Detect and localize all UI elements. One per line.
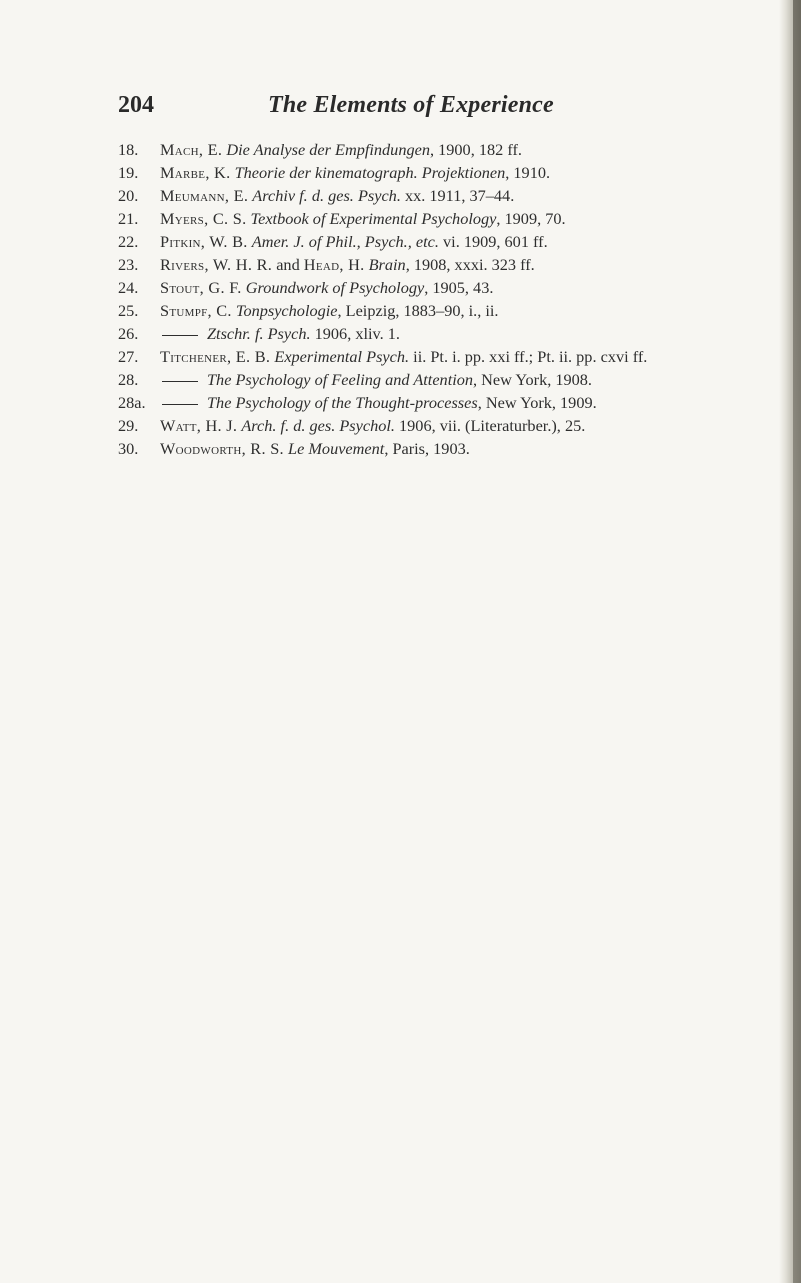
reference-text	[160, 299, 498, 322]
reference-title: Archiv f. d. ges. Psych.	[252, 186, 401, 205]
reference-text	[160, 230, 548, 253]
reference-details: , New York, 1908.	[473, 370, 592, 389]
reference-details: , 1908, xxxi. 323 ff.	[405, 255, 535, 274]
reference-details: 1906, vii. (Literaturber.), 25.	[394, 416, 586, 435]
reference-details: ii. Pt. i. pp. xxi ff.; Pt. ii. pp. cxvi ff.	[409, 347, 648, 366]
reference-item	[118, 184, 778, 207]
reference-number: 21.	[118, 209, 139, 228]
ditto-dash	[162, 381, 198, 382]
reference-author-2: Head, H.	[303, 255, 365, 274]
reference-item	[118, 207, 778, 230]
reference-number: 24.	[118, 278, 139, 297]
running-header	[118, 92, 708, 126]
reference-title: The Psychology of Feeling and Attention	[207, 370, 474, 389]
reference-details: , Leipzig, 1883–90, i., ii.	[337, 301, 499, 320]
ditto-dash	[162, 404, 198, 405]
ditto-dash	[162, 335, 198, 336]
reference-connector: and	[272, 255, 304, 274]
reference-number: 25.	[118, 301, 139, 320]
reference-text	[160, 414, 585, 437]
reference-title: Die Analyse der Empfindungen	[226, 140, 430, 159]
reference-number: 29.	[118, 416, 139, 435]
reference-author: Mach, E.	[160, 140, 223, 159]
reference-title: Theorie der kinematograph. Projektionen	[234, 163, 506, 182]
reference-details: , 1905, 43.	[424, 278, 494, 297]
reference-title: Arch. f. d. ges. Psychol.	[241, 416, 395, 435]
reference-item	[118, 322, 778, 345]
reference-number: 23.	[118, 255, 139, 274]
reference-text	[160, 437, 470, 460]
reference-author: Myers, C. S.	[160, 209, 247, 228]
reference-details: vi. 1909, 601 ff.	[438, 232, 548, 251]
page-edge-binding	[793, 0, 801, 1283]
reference-item	[118, 391, 778, 414]
reference-text	[160, 161, 550, 184]
reference-item	[118, 230, 778, 253]
reference-title: Le Mouvement	[288, 439, 385, 458]
reference-text	[160, 345, 647, 368]
reference-details: , 1909, 70.	[496, 209, 566, 228]
reference-title: Brain	[368, 255, 406, 274]
reference-item	[118, 345, 778, 368]
reference-author: Stout, G. F.	[160, 278, 242, 297]
reference-item	[118, 253, 778, 276]
reference-details: , New York, 1909.	[477, 393, 597, 412]
reference-details: , 1910.	[505, 163, 551, 182]
reference-author: Woodworth, R. S.	[160, 439, 284, 458]
reference-text	[160, 391, 597, 414]
reference-details: xx. 1911, 37–44.	[400, 186, 515, 205]
reference-text	[160, 253, 535, 276]
reference-text	[160, 368, 592, 391]
reference-text	[160, 276, 493, 299]
running-title: The Elements of Experience	[268, 92, 554, 118]
reference-item	[118, 437, 778, 460]
reference-details: , Paris, 1903.	[384, 439, 470, 458]
reference-number: 22.	[118, 232, 139, 251]
reference-title: Ztschr. f. Psych.	[207, 324, 311, 343]
reference-item	[118, 414, 778, 437]
reference-item	[118, 299, 778, 322]
reference-number: 28.	[118, 370, 139, 389]
reference-number: 30.	[118, 439, 139, 458]
reference-title: Groundwork of Psychology	[245, 278, 425, 297]
reference-author: Stumpf, C.	[160, 301, 232, 320]
reference-title: Textbook of Experimental Psychology	[250, 209, 497, 228]
reference-title: Amer. J. of Phil., Psych., etc.	[251, 232, 439, 251]
reference-text	[160, 322, 400, 345]
reference-item	[118, 138, 778, 161]
reference-author: Titchener, E. B.	[160, 347, 271, 366]
reference-author: Watt, H. J.	[160, 416, 238, 435]
reference-author: Marbe, K.	[160, 163, 231, 182]
reference-text	[160, 207, 566, 230]
reference-item	[118, 161, 778, 184]
reference-author: Rivers, W. H. R.	[160, 255, 273, 274]
reference-number: 26.	[118, 324, 139, 343]
reference-text	[160, 184, 514, 207]
reference-details: 1906, xliv. 1.	[310, 324, 400, 343]
reference-title: Tonpsychologie	[235, 301, 338, 320]
reference-number: 28a.	[118, 393, 146, 412]
reference-title: The Psychology of the Thought-processes	[207, 393, 478, 412]
reference-title: Experimental Psych.	[274, 347, 410, 366]
reference-number: 19.	[118, 163, 139, 182]
reference-details: , 1900, 182 ff.	[429, 140, 522, 159]
reference-author: Pitkin, W. B.	[160, 232, 248, 251]
reference-number: 18.	[118, 140, 139, 159]
reference-text	[160, 138, 522, 161]
reference-author: Meumann, E.	[160, 186, 249, 205]
reference-number: 20.	[118, 186, 139, 205]
reference-number: 27.	[118, 347, 139, 366]
reference-item	[118, 276, 778, 299]
page-number: 204	[118, 92, 154, 118]
reference-list	[118, 138, 778, 460]
reference-item	[118, 368, 778, 391]
